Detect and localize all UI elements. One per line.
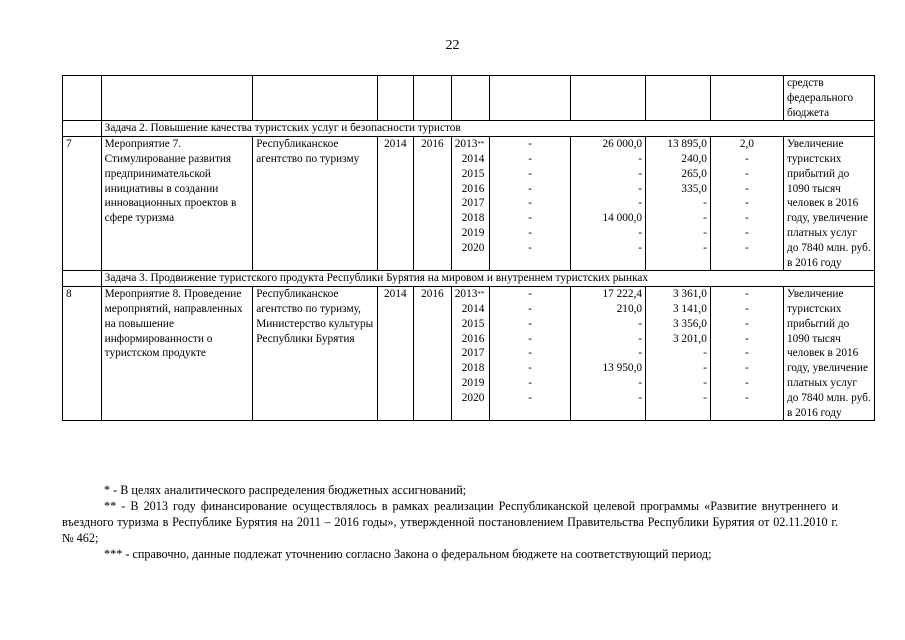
amount-value: -	[745, 226, 749, 239]
amount-value: 13 895,0	[667, 138, 707, 151]
amount-value: 3 361,0	[672, 288, 707, 301]
amount-value: -	[638, 197, 643, 210]
year-value: 2020	[461, 241, 485, 254]
year-value: 2013**	[454, 288, 485, 301]
amount-value: -	[703, 212, 707, 225]
amount-column-a	[490, 137, 570, 271]
year-value: 2020	[461, 391, 485, 404]
year-value: 2018	[461, 362, 485, 375]
amount-value: -	[703, 226, 707, 239]
amount-value: 210,0	[616, 302, 643, 315]
amount-value: -	[528, 226, 532, 239]
amount-value: 3 141,0	[672, 302, 707, 315]
amount-value: -	[528, 362, 532, 375]
year-value: 2016	[461, 182, 485, 195]
amount-value: -	[638, 376, 643, 389]
amount-value: -	[745, 152, 749, 165]
measure-name: Мероприятие 7. Стимулирование развития предпринимательской инициативы в создании инновационных проектов в сфере туризма	[101, 137, 253, 271]
table-row-measure-8	[63, 287, 875, 421]
footnote-3: *** - справочно, данные подлежат уточнению согласно Закона о федеральном бюджете на соответствующий период;	[104, 547, 712, 561]
year-value: 2017	[461, 347, 485, 360]
amount-value: -	[703, 391, 707, 404]
task-row	[63, 121, 875, 137]
amount-value: 17 222,4	[602, 288, 643, 301]
amount-value: -	[745, 212, 749, 225]
amount-value: -	[745, 391, 749, 404]
executor: Республиканское агентство по туризму, Министерство культуры Республики Бурятия	[253, 287, 377, 421]
end-year: 2016	[414, 287, 452, 421]
amount-value: -	[745, 302, 749, 315]
year-value: 2019	[461, 376, 485, 389]
amount-value: -	[703, 241, 707, 254]
amount-value: -	[528, 332, 532, 345]
year-value: 2015	[461, 317, 485, 330]
amount-value: 335,0	[681, 182, 707, 195]
program-table	[62, 75, 875, 421]
row-number: 8	[63, 287, 102, 421]
amount-value: -	[528, 376, 532, 389]
amount-value: 2,0	[739, 138, 754, 151]
amount-value: -	[528, 302, 532, 315]
years-cell	[451, 287, 490, 421]
amount-value: -	[745, 167, 749, 180]
amount-column-c	[646, 137, 711, 271]
page-number: 22	[445, 38, 460, 53]
amount-value: 240,0	[681, 152, 707, 165]
amount-value: -	[638, 347, 643, 360]
amount-value: -	[745, 376, 749, 389]
amount-value: -	[638, 167, 643, 180]
year-value: 2019	[461, 226, 485, 239]
amount-column-d	[710, 287, 783, 421]
amount-value: -	[703, 197, 707, 210]
footnotes	[62, 482, 838, 562]
year-value: 2013**	[454, 138, 485, 151]
amount-value: 3 201,0	[672, 332, 707, 345]
expected-result: Увеличение туристских прибытий до 1090 тысяч человек в 2016 году, увеличение платных услуг до 7840 млн. руб. в 2016 году	[783, 137, 874, 271]
amount-value: -	[528, 317, 532, 330]
year-value: 2014	[461, 302, 485, 315]
amount-value: -	[745, 241, 749, 254]
amount-value: -	[638, 332, 643, 345]
amount-value: 14 000,0	[602, 212, 643, 225]
amount-column-b	[570, 287, 645, 421]
amount-value: -	[703, 376, 707, 389]
footnote-2: ** - В 2013 году финансирование осуществлялось в рамках реализации Республиканской целевой программы «Развитие внутреннего и въездного туризма в Республике Бурятия на 2011 – 2016 годы», утвержденной постановлением Правительства Республики Бурятия от 02.11.2010 г. № 462;	[62, 499, 838, 545]
amount-value: -	[638, 391, 643, 404]
years-cell	[451, 137, 490, 271]
amount-value: 13 950,0	[602, 362, 643, 375]
amount-value: -	[528, 197, 532, 210]
year-value: 2018	[461, 212, 485, 225]
result-cell: средств федерального бюджета	[783, 76, 874, 121]
row-number: 7	[63, 137, 102, 271]
amount-value: 26 000,0	[602, 138, 643, 151]
amount-column-a	[490, 287, 570, 421]
amount-value: -	[703, 347, 707, 360]
amount-value: -	[638, 226, 643, 239]
amount-value: -	[638, 241, 643, 254]
expected-result: Увеличение туристских прибытий до 1090 тысяч человек в 2016 году, увеличение платных услуг до 7840 млн. руб. в 2016 году	[783, 287, 874, 421]
amount-value: -	[745, 347, 749, 360]
task-title: Задача 3. Продвижение туристского продукта Республики Бурятия на мировом и внутреннем туристских рынках	[101, 271, 874, 287]
amount-value: -	[745, 288, 749, 301]
start-year: 2014	[377, 287, 414, 421]
year-value: 2014	[461, 152, 485, 165]
amount-column-d	[710, 137, 783, 271]
amount-value: -	[528, 391, 532, 404]
amount-value: -	[528, 152, 532, 165]
year-value: 2015	[461, 167, 485, 180]
amount-value: 265,0	[681, 167, 707, 180]
amount-value: -	[638, 317, 643, 330]
amount-value: -	[745, 362, 749, 375]
amount-value: -	[528, 212, 532, 225]
task-row	[63, 271, 875, 287]
table-row-measure-7	[63, 137, 875, 271]
measure-name: Мероприятие 8. Проведение мероприятий, направленных на повышение информированности о туристском продукте	[101, 287, 253, 421]
footnote-1: * - В целях аналитического распределения бюджетных ассигнований;	[104, 483, 467, 497]
table-row-continuation	[63, 76, 875, 121]
amount-value: -	[638, 152, 643, 165]
executor: Республиканское агентство по туризму	[253, 137, 377, 271]
amount-value: -	[745, 332, 749, 345]
amount-value: 3 356,0	[672, 317, 707, 330]
amount-value: -	[528, 347, 532, 360]
task-title: Задача 2. Повышение качества туристских услуг и безопасности туристов	[101, 121, 874, 137]
amount-value: -	[528, 241, 532, 254]
amount-column-b	[570, 137, 645, 271]
amount-value: -	[703, 362, 707, 375]
amount-value: -	[528, 167, 532, 180]
end-year: 2016	[414, 137, 452, 271]
amount-value: -	[638, 182, 643, 195]
amount-value: -	[745, 182, 749, 195]
amount-value: -	[745, 197, 749, 210]
amount-value: -	[528, 288, 532, 301]
year-value: 2016	[461, 332, 485, 345]
year-value: 2017	[461, 197, 485, 210]
start-year: 2014	[377, 137, 414, 271]
amount-column-c	[646, 287, 711, 421]
amount-value: -	[745, 317, 749, 330]
amount-value: -	[528, 182, 532, 195]
amount-value: -	[528, 138, 532, 151]
